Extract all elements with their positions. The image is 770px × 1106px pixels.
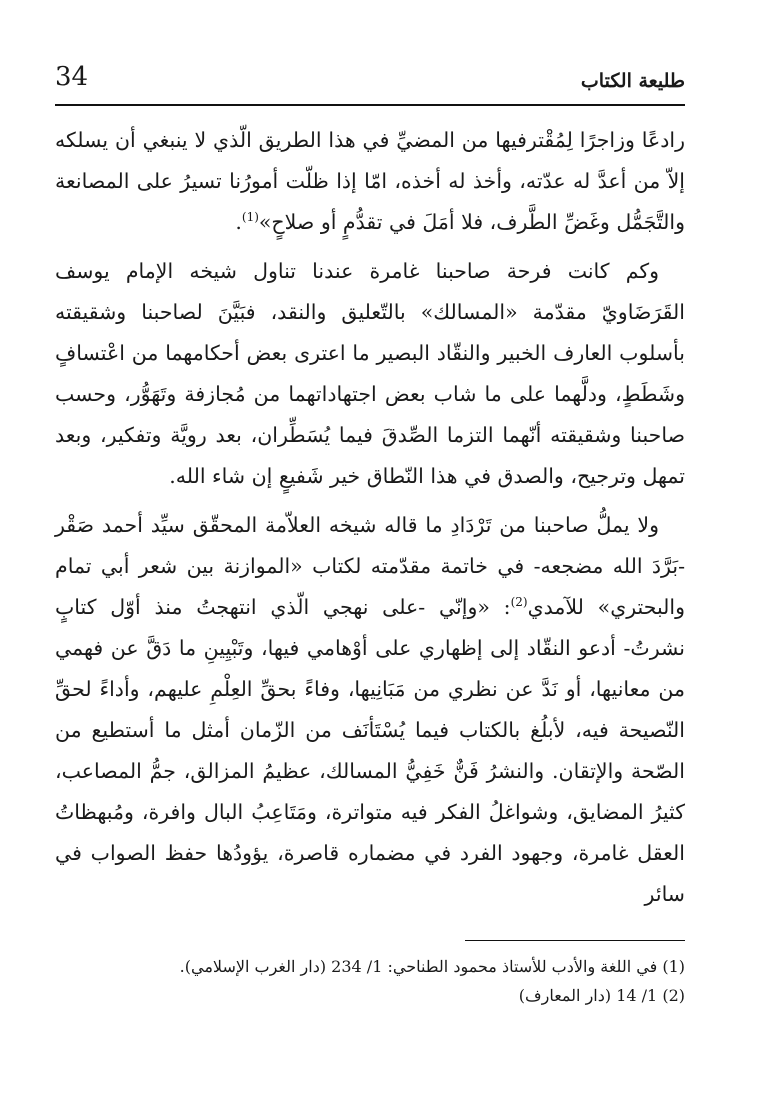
paragraph-1-text: رادعًا وزاجرًا لِمُقْترفيها من المضيِّ في هذا الطريق الّذي لا ينبغي أن يسلكه إلاّ من أعدَّ له عدّته، وأخذ له أخذه، امّا إذا ظلّت أمورُنا تسيرُ على المصانعة والتَّجَمُّل وغَضِّ الطَّرف، فلا أمَلَ في تقدُّمٍ أو صلاحٍ» [55,128,685,234]
paragraph-2-text: وكم كانت فرحة صاحبنا غامرة عندنا تناول شيخه الإمام يوسف القَرَضَاويّ مقدّمة «المسالك» بالتّعليق والنقد، فبَيَّنَ لصاحبنا وشقيقته بأسلوب العارف الخبير والنقّاد البصير ما اعترى بعض أحكامهما من اعْتسافٍ وشَطَطٍ، ودلَّهما على ما شاب بعض اجتهاداتهما من مُجازفة وتَهَوُّر، وحسب صاحبنا وشقيقته أنّهما التزما الصِّدقَ فيما يُسَطِّران، بعد رويَّة وتفكير، وبعد تمهل وترجيح، والصدق في هذا النّطاق خير شَفيعٍ إن شاء الله. [55,259,685,488]
footnote-divider [465,940,685,941]
footnotes [55,952,685,1010]
footnote-ref-1[interactable]: (1) [241,210,259,225]
paragraph-2 [55,251,685,497]
paragraph-3-text: ولا يملُّ صاحبنا من تَرْدَادِ ما قاله شيخه العلاّمة المحقّق سيِّد أحمد صَقْر -بَرَّدَ الله مضجعه- في خاتمة مقدّمته لكتاب «الموازنة بين شعر أبي تمام والبحتري» للآمدي [55,513,685,619]
body-text [55,120,685,923]
paragraph-1 [55,120,685,243]
running-title: طليعة الكتاب [580,70,685,92]
page-number: 34 [55,62,89,92]
book-page [55,40,685,1070]
paragraph-3-tail: : «وإنّي -على نهجي الّذي انتهجتُ منذ أوّل كتابٍ نشرتُ- أدعو النقّاد إلى إظهاري على أوْهامي فيها، وتَبْيِينِ ما دَقَّ عن فهمي من معانيها، أو نَدَّ عن نظري من مَبَانِيها، وفاءً بحقِّ العِلْمِ عليهم، وأداءً لحقِّ النّصيحة فيه، لأبلُغ بالكتاب فيما يُسْتَأنَف من الزّمان أمثل ما أستطيع من الصّحة والإتقان. والنشرُ فَنٌّ خَفِيُّ المسالك، عظيمُ المزالق، جمُّ المصاعب، كثيرُ المضايق، وشواغلُ الفكر فيه متواترة، ومَتَاعِبُ البال وافرة، ومُبهظاتُ العقل غامرة، وجهود الفرد في مضماره قاصرة، يؤودُها حفظ الصواب في سائر [55,595,685,906]
paragraph-1-tail: . [235,210,242,234]
paragraph-3 [55,505,685,915]
footnote-1: (1) في اللغة والأدب للأستاذ محمود الطناحي: 1/ 234 (دار الغرب الإسلامي). [179,957,685,976]
footnote-ref-2[interactable]: (2) [510,595,528,610]
footnote-2: (2) 1/ 14 (دار المعارف) [518,986,685,1005]
page-header [55,62,685,106]
